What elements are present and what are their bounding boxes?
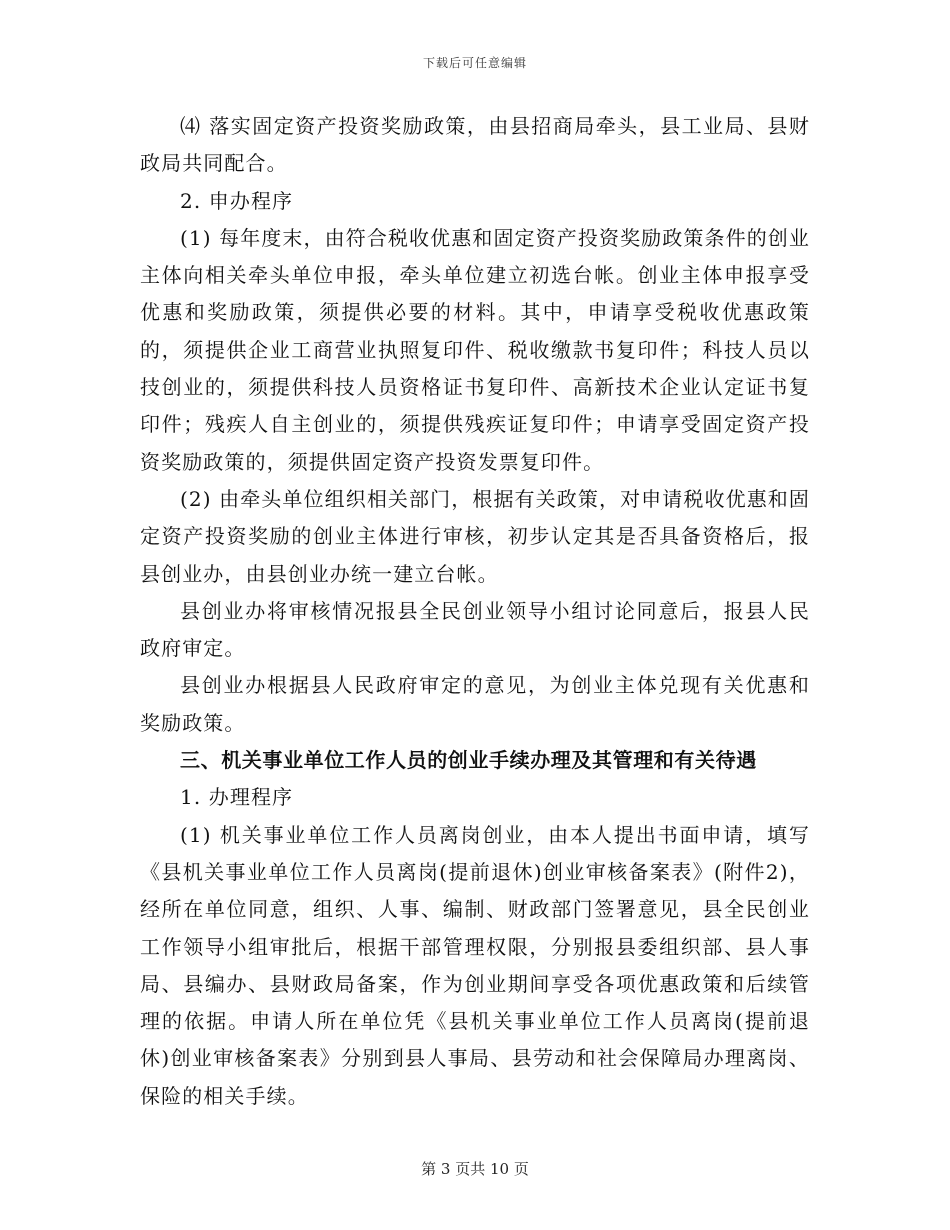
page-footer: 第 3 页共 10 页 [421, 1160, 529, 1178]
paragraph-leadership-approval: 县创业办将审核情况报县全民创业领导小组讨论同意后，报县人民政府审定。 [140, 598, 810, 661]
subheading-application-procedure: 2. 申办程序 [180, 188, 294, 213]
paragraph-review: (2) 由牵头单位组织相关部门，根据有关政策，对申请税收优惠和固定资产投资奖励的创业主体进行审核，初步认定其是否具备资格后，报县创业办，由县创业办统一建立台帐。 [140, 486, 810, 586]
paragraph-annual-application: (1) 每年度末，由符合税收优惠和固定资产投资奖励政策条件的创业主体向相关牵头单位申报，牵头单位建立初选台帐。创业主体申报享受优惠和奖励政策，须提供必要的材料。其中，申请享受税收优惠政策的，须提供企业工商营业执照复印件、税收缴款书复印件；科技人员以技创业的，须提供科技人员资格证书复印件、高新技术企业认定证书复印件；残疾人自主创业的，须提供残疾证复印件；申请享受固定资产投资奖励政策的，须提供固定资产投资发票复印件。 [140, 225, 810, 474]
document-body [140, 108, 810, 1115]
page-header: 下载后可任意编辑 [422, 56, 527, 70]
subheading-handling-procedure: 1. 办理程序 [180, 785, 294, 810]
section-heading: 三、机关事业单位工作人员的创业手续办理及其管理和有关待遇 [180, 748, 757, 773]
paragraph-policy-fulfillment: 县创业办根据县人民政府审定的意见，为创业主体兑现有关优惠和奖励政策。 [140, 673, 810, 735]
paragraph-leave-for-business: (1) 机关事业单位工作人员离岗创业，由本人提出书面申请，填写《县机关事业单位工作人员离岗(提前退休)创业审核备案表》(附件2)，经所在单位同意，组织、人事、编制、财政部门签署意见，县全民创业工作领导小组审批后，根据干部管理权限，分别报县委组织部、县人事局、县编办、县财政局备案，作为创业期间享受各项优惠政策和后续管理的依据。申请人所在单位凭《县机关事业单位工作人员离岗(提前退休)创业审核备案表》分别到县人事局、县劳动和社会保障局办理离岗、保险的相关手续。 [140, 822, 810, 1108]
paragraph-fixed-asset-policy: ⑷ 落实固定资产投资奖励政策，由县招商局牵头，县工业局、县财政局共同配合。 [140, 114, 810, 176]
